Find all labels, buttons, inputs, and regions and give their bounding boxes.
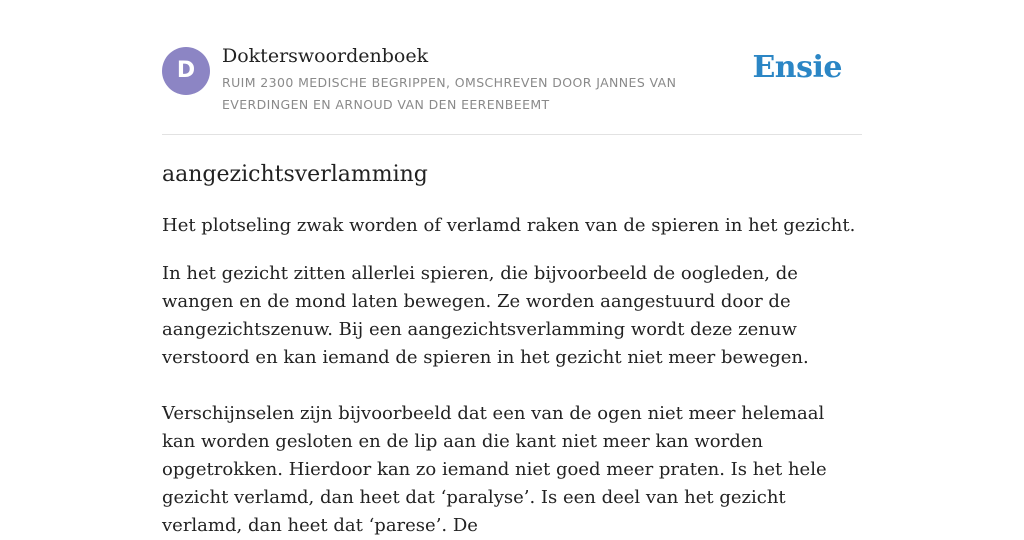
- source-header: [162, 0, 862, 135]
- page: [162, 0, 862, 540]
- brand-logo[interactable]: Ensie: [752, 50, 842, 85]
- entry-paragraph: In het gezicht zitten allerlei spieren, die bijvoorbeeld de oogleden, de wangen en de mond laten bewegen. Ze worden aangestuurd door de aangezichtszenuw. Bij een aangezichtsverlamming wordt deze zenuw verstoord en kan iemand de spieren in het gezicht niet meer bewegen.: [162, 263, 809, 368]
- entry-paragraph: Verschijnselen zijn bijvoorbeeld dat een van de ogen niet meer helemaal kan worden gesloten en de lip aan die kant niet meer kan worden opgetrokken. Hierdoor kan zo iemand niet goed meer praten. Is het hele gezicht verlamd, dan heet dat ‘paralyse’. Is een deel van het gezicht verlamd, dan heet dat ‘parese’. De: [162, 403, 827, 536]
- source-title[interactable]: Dokterswoordenboek: [222, 45, 429, 67]
- source-avatar[interactable]: D: [162, 47, 210, 95]
- entry-term: aangezichtsverlamming: [162, 162, 428, 187]
- source-subtitle: RUIM 2300 MEDISCHE BEGRIPPEN, OMSCHREVEN DOOR JANNES VAN EVERDINGEN EN ARNOUD VAN DEN EERENBEEMT: [222, 75, 677, 112]
- entry-definition: Het plotseling zwak worden of verlamd raken van de spieren in het gezicht.: [162, 215, 856, 236]
